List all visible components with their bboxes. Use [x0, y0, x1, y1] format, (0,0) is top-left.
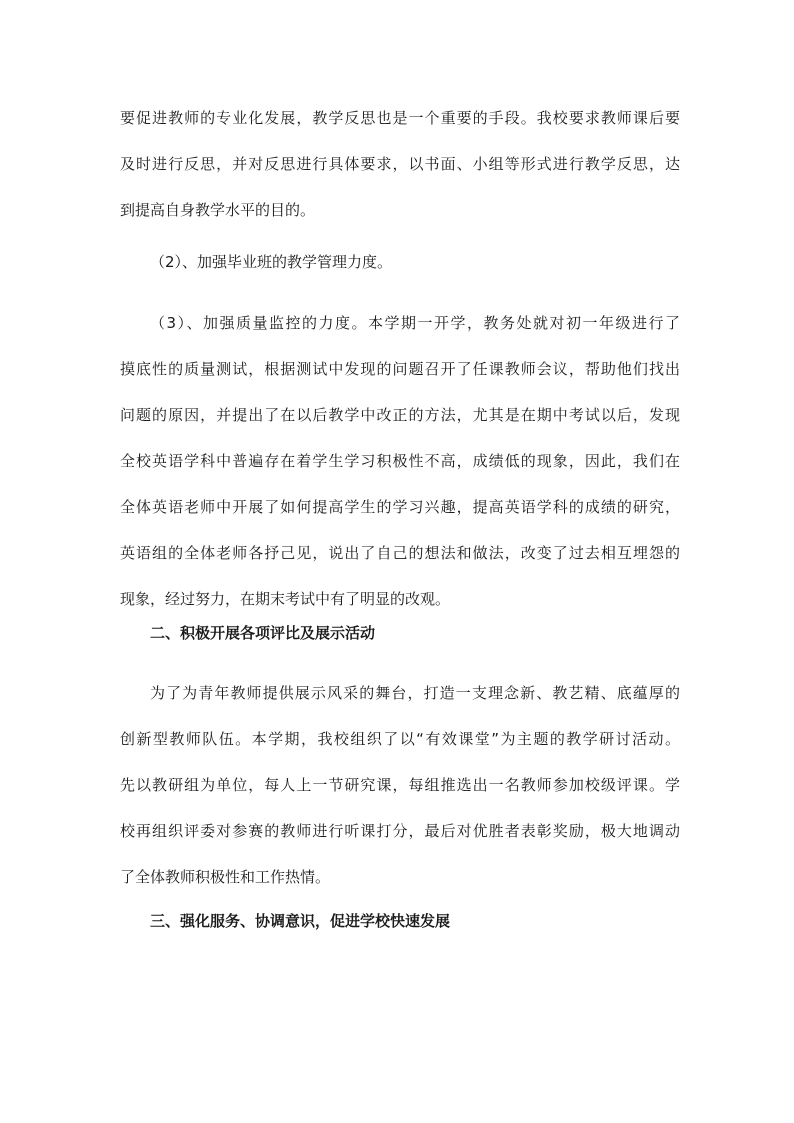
paragraph-teacher-activities	[120, 677, 680, 907]
text-line: 现象，经过努力，在期末考试中有了明显的改观。	[120, 590, 451, 608]
text-line: 到提高自身教学水平的目的。	[120, 201, 316, 219]
text-line: （3）、加强质量监控的力度。本学期一开学，教务处就对初一年级进行了	[150, 314, 680, 332]
list-item-2	[150, 246, 680, 279]
text-line: 要促进教师的专业化发展，教学反思也是一个重要的手段。我校要求教师课后要	[120, 109, 680, 127]
text-line: 创新型教师队伍。本学期，我校组织了以“有效课堂”为主题的教学研讨活动。	[120, 730, 680, 748]
paragraph-quality-monitoring	[120, 307, 680, 629]
section-heading-3	[150, 905, 680, 938]
text-line: 先以教研组为单位，每人上一节研究课，每组推选出一名教师参加校级评课。学	[120, 776, 680, 794]
text-line: 及时进行反思，并对反思进行具体要求，以书面、小组等形式进行教学反思，达	[120, 155, 680, 173]
text-line: 英语组的全体老师各抒己见，说出了自己的想法和做法，改变了过去相互埋怨的	[120, 544, 680, 562]
heading-text: 二、积极开展各项评比及展示活动	[150, 624, 376, 642]
text-line: 问题的原因，并提出了在以后教学中改正的方法，尤其是在期中考试以后，发现	[120, 406, 680, 424]
text-line: 摸底性的质量测试，根据测试中发现的问题召开了任课教师会议，帮助他们找出	[120, 360, 680, 378]
section-heading-2	[150, 617, 680, 650]
heading-text: 三、强化服务、协调意识，促进学校快速发展	[150, 912, 451, 930]
paragraph-reflection	[120, 102, 680, 240]
text-line: 全校英语学科中普遍存在着学生学习积极性不高，成绩低的现象，因此，我们在	[120, 452, 680, 470]
text-line: 了全体教师积极性和工作热情。	[120, 868, 331, 886]
text-line: 全体英语老师中开展了如何提高学生的学习兴趣，提高英语学科的成绩的研究，	[120, 498, 680, 516]
text-line: 为了为青年教师提供展示风采的舞台，打造一支理念新、教艺精、底蕴厚的	[150, 684, 680, 702]
text-line: （2）、加强毕业班的教学管理力度。	[150, 253, 393, 271]
text-line: 校再组织评委对参赛的教师进行听课打分，最后对优胜者表彰奖励，极大地调动	[120, 822, 680, 840]
